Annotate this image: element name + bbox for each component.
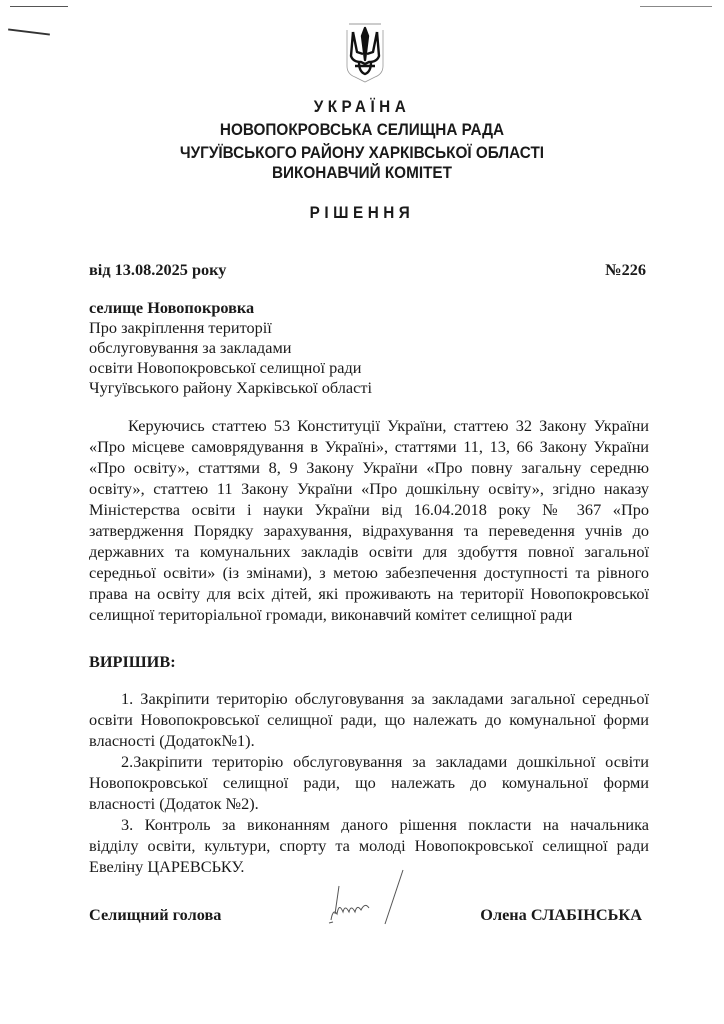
document-type-title: РІШЕННЯ bbox=[309, 203, 415, 222]
place-of-issue: селище Новопокровка bbox=[89, 298, 255, 317]
scan-mark-diagonal bbox=[8, 28, 50, 35]
preamble-line: Міністерства освіти і науки України від 16.04.2018 року № 367 «Про bbox=[89, 500, 649, 519]
preamble-line: «Про місцеве самоврядування в Україні», статтями 11, 13, 66 Закону України bbox=[89, 437, 649, 456]
resolved-heading: ВИРІШИВ: bbox=[89, 652, 176, 671]
header-council: НОВОПОКРОВСЬКА СЕЛИЩНА РАДА bbox=[219, 120, 505, 139]
preamble-line: державних та комунальних закладів освіти для здобуття повної загальної bbox=[89, 542, 649, 561]
signatory-title: Селищний голова bbox=[89, 905, 222, 924]
document-date: від 13.08.2025 року bbox=[89, 260, 227, 279]
preamble-line: середньої освіти» (із змінами), з метою забезпечення доступності та рівного bbox=[89, 563, 649, 582]
item-line: освіти Новопокровської селищної ради, що належать до комунальної форми bbox=[89, 710, 649, 729]
scan-mark-top-left bbox=[10, 6, 68, 7]
document-number: №226 bbox=[605, 260, 646, 279]
item-line: 3. Контроль за виконанням даного рішення покласти на начальника bbox=[121, 815, 649, 834]
item-line: власності (Додаток №2). bbox=[89, 794, 259, 813]
scan-mark-top-right bbox=[640, 6, 712, 7]
item-line: відділу освіти, культури, спорту та молоді Новопокровської селищної ради bbox=[89, 836, 649, 855]
item-line: 2.Закріпити територію обслуговування за закладами дошкільної освіти bbox=[121, 752, 649, 771]
handwritten-signature-icon bbox=[325, 868, 415, 930]
item-line: Новопокровської селищної ради, що належать до комунальної форми bbox=[89, 773, 649, 792]
preamble-line: «Про освіту», статтями 8, 9 Закону України «Про повну загальну середню bbox=[89, 458, 649, 477]
preamble-line: затвердження Порядку зарахування, відрахування та переведення учнів до bbox=[89, 521, 649, 540]
preamble-line: права на освіту для всіх дітей, які проживають на території Новопокровської bbox=[89, 584, 649, 603]
header-committee: ВИКОНАВЧИЙ КОМІТЕТ bbox=[272, 163, 452, 182]
signatory-name: Олена СЛАБІНСЬКА bbox=[480, 905, 642, 924]
preamble-line: селищної територіальної громади, виконавчий комітет селищної ради bbox=[89, 605, 573, 624]
header-district: ЧУГУЇВСЬКОГО РАЙОНУ ХАРКІВСЬКОЇ ОБЛАСТІ bbox=[179, 143, 545, 162]
header-country: УКРАЇНА bbox=[313, 97, 411, 116]
subject-line: Чугуївського району Харківської області bbox=[89, 378, 373, 397]
preamble-line: освіту», статтею 11 Закону України «Про дошкільну освіту», згідно наказу bbox=[89, 479, 649, 498]
subject-line: Про закріплення території bbox=[89, 318, 272, 337]
preamble-line: Керуючись статтею 53 Конституції України, статтею 32 Закону України bbox=[128, 416, 649, 435]
subject-line: обслуговування за закладами bbox=[89, 338, 292, 357]
item-line: власності (Додаток№1). bbox=[89, 731, 255, 750]
item-line: Евеліну ЦАРЕВСЬКУ. bbox=[89, 857, 245, 876]
item-line: 1. Закріпити територію обслуговування за закладами загальної середньої bbox=[121, 689, 649, 708]
coat-of-arms-trident-icon bbox=[343, 22, 387, 84]
subject-line: освіти Новопокровської селищної ради bbox=[89, 358, 362, 377]
